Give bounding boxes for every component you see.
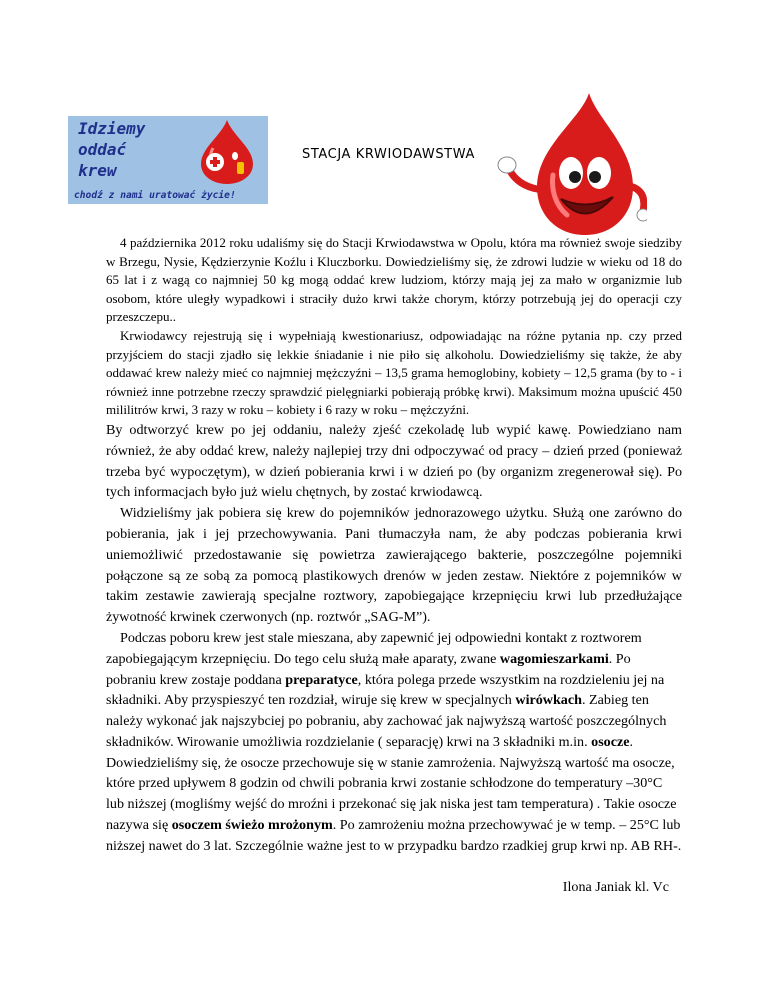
bold-term: osoczem świeżo mrożonym <box>171 817 333 834</box>
campaign-banner <box>68 116 268 204</box>
text-span: . Zabieg ten należy wykonać jak najszybciej po pobraniu, aby zachować jak najwyższą wartość poszczególnych składników. Wirowanie umożliwia rozdzielanie ( separację) krwi na 3 składniki m.in. <box>106 692 667 750</box>
bold-term: wagomieszarkami <box>499 650 609 667</box>
blood-drop-logo-icon <box>183 118 263 186</box>
article-paragraph: Krwiodawcy rejestrują się i wypełniają kwestionariusz, odpowiadając na różne pytania np. czy przed przyjściem do stacji zjadło się lekkie śniadanie i nie piło się alkoholu. Dowiedzieliśmy się także, że aby oddawać krew należy mieć co najmniej mężczyźni – 13,5 grama hemoglobiny, kobiety – 12,5 grama (by to - i również inne potrzebne rzeczy sprawdzić pielęgniarki pobierają próbkę krwi). Maksimum można upuścić 450 mililitrów krwi, 3 razy w roku – kobiety i 6 razy w roku – mężczyźni. <box>106 327 682 418</box>
page-title: STACJA KRWIODAWSTWA <box>302 147 475 162</box>
text-span: . Dowiedzieliśmy się, że osocze przechowuje się w stanie zamrożenia. Najwyższą wartość ma osocze, które przed upływem 8 godzin od chwili pobrania krwi zostanie schłodzone do temperatury –30°C lub niższej (mogliśmy wejść do mroźni i przekonać się jak niska jest tam temperatura) . Takie osocze nazywa się <box>106 733 677 834</box>
banner-subtitle: chodź z nami uratować życie! <box>74 190 236 201</box>
author-signature: Ilona Janiak kl. Vc <box>562 879 669 895</box>
text-span: Podczas poboru krew jest stale mieszana, aby zapewnić jej odpowiedni kontakt z roztworem zapobiegającym krzepnięciu. Do tego celu służą małe aparaty, zwane <box>106 629 642 667</box>
text-span: , która polega przede wszystkim na rozdzieleniu jej na składniki. Aby przyspieszyć ten rozdział, wiruje się krew w specjalnych <box>106 671 665 709</box>
article-paragraph: By odtworzyć krew po jej oddaniu, należy zjeść czekoladę lub wypić kawę. Powiedziano nam również, że aby oddać krew, należy najlepiej trzy dni odpoczywać od pracy – dzień przed (ponieważ trzeba być wypoczętym), w dzień pobierania krwi i w dzień po (by organizm zregenerował się). Po tych informacjach było już wielu chętnych, by zostać krwiodawcą. <box>106 421 682 501</box>
article-paragraph: 4 października 2012 roku udaliśmy się do Stacji Krwiodawstwa w Opolu, która ma również swoje siedziby w Brzegu, Nysie, Kędzierzynie Koźlu i Kluczborku. Dowiedzieliśmy się, że zdrowi ludzie w wieku od 18 do 65 lat i z wagą co najmniej 50 kg mogą oddać krew ludziom, którzy mają jej za mało w organizmie lub osobom, które uległy wypadkowi i straciły dużo krwi także chorym, którzy potrzebują jej do operacji czy przeszczepu.. <box>106 235 682 325</box>
text-span: . Po pobraniu krew zostaje poddana <box>106 650 631 688</box>
blood-drop-mascot-icon <box>497 89 647 239</box>
banner-title-line: Idziemy <box>78 119 146 138</box>
banner-title-line: oddać <box>78 140 127 159</box>
bold-term: osocze <box>591 733 630 750</box>
article-body <box>106 234 682 857</box>
banner-title-line: krew <box>78 161 117 180</box>
text-span: . Po zamrożeniu można przechowywać je w temp. – 25°C lub niższej nawet do 3 lat. Szczególnie ważne jest to w przypadku bardzo rzadkiej grup krwi np. AB RH-. <box>106 817 682 854</box>
bold-term: preparatyce <box>285 671 358 688</box>
article-paragraph <box>106 628 682 857</box>
article-paragraph: Widzieliśmy jak pobiera się krew do pojemników jednorazowego użytku. Służą one zarówno do pobierania, jak i jej przechowywania. Pani tłumaczyła nam, że aby podczas pobierania krwi uniemożliwić przedostawanie się powietrza zawierającego bakterie, poszczególne pojemniki połączone są ze sobą za pomocą plastikowych drenów w jeden zestaw. Niektóre z pojemników w takim zestawie zawierają specjalne roztwory, zapobiegające krzepnięciu krwi lub przedłużające żywotność krwinek czerwonych (np. roztwór „SAG-M”). <box>106 505 682 626</box>
bold-term: wirówkach <box>515 692 582 709</box>
banner-title <box>78 118 188 181</box>
